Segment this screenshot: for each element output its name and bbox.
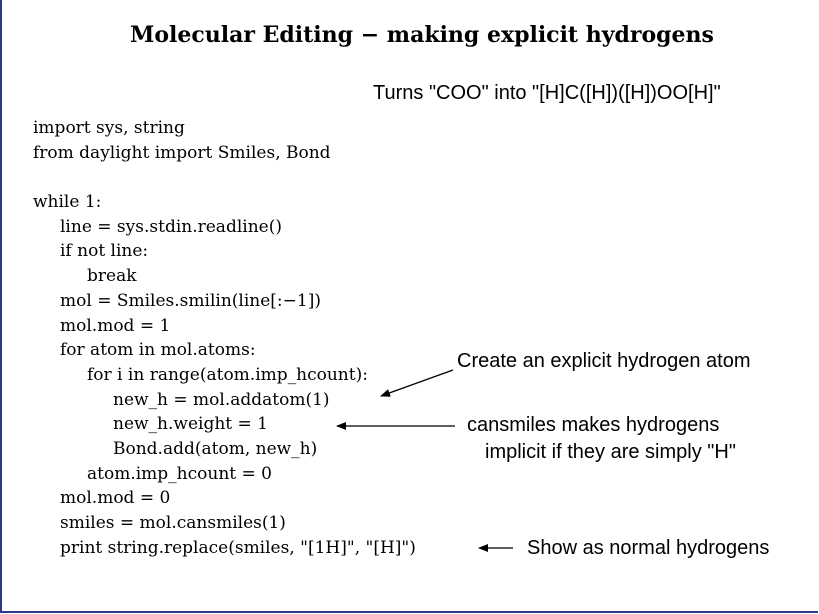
annotation-cansmiles-line1: cansmiles makes hydrogens bbox=[467, 414, 720, 436]
code-line: while 1: bbox=[33, 192, 102, 213]
code-line: smiles = mol.cansmiles(1) bbox=[60, 513, 286, 533]
code-line: if not line: bbox=[60, 241, 149, 262]
code-line: break bbox=[87, 266, 137, 287]
annotation-cansmiles-line2: implicit if they are simply "H" bbox=[485, 441, 736, 463]
code-line: mol.mod = 0 bbox=[60, 488, 171, 509]
slide-subtitle: Turns "COO" into "[H]C([H])([H])OO[H]" bbox=[373, 82, 721, 104]
arrow-explicit-hydrogen bbox=[381, 370, 453, 396]
code-line: Bond.add(atom, new_h) bbox=[113, 438, 318, 459]
code-line: line = sys.stdin.readline() bbox=[60, 216, 282, 237]
annotation-explicit-hydrogen: Create an explicit hydrogen atom bbox=[457, 350, 751, 372]
code-line: from daylight import Smiles, Bond bbox=[33, 142, 331, 163]
code-line: atom.imp_hcount = 0 bbox=[87, 463, 272, 484]
code-line: import sys, string bbox=[33, 118, 185, 138]
code-line: mol.mod = 1 bbox=[60, 315, 171, 336]
annotation-normal-hydrogens: Show as normal hydrogens bbox=[527, 537, 770, 559]
slide-title: Molecular Editing − making explicit hydrogens bbox=[130, 22, 714, 48]
code-line: new_h.weight = 1 bbox=[113, 414, 268, 435]
code-line: print string.replace(smiles, "[1H]", "[H]") bbox=[60, 537, 416, 558]
code-line: for atom in mol.atoms: bbox=[60, 340, 256, 361]
code-line: for i in range(atom.imp_hcount): bbox=[87, 364, 368, 385]
code-line: mol = Smiles.smilin(line[:−1]) bbox=[60, 290, 321, 311]
code-line: new_h = mol.addatom(1) bbox=[113, 389, 330, 410]
